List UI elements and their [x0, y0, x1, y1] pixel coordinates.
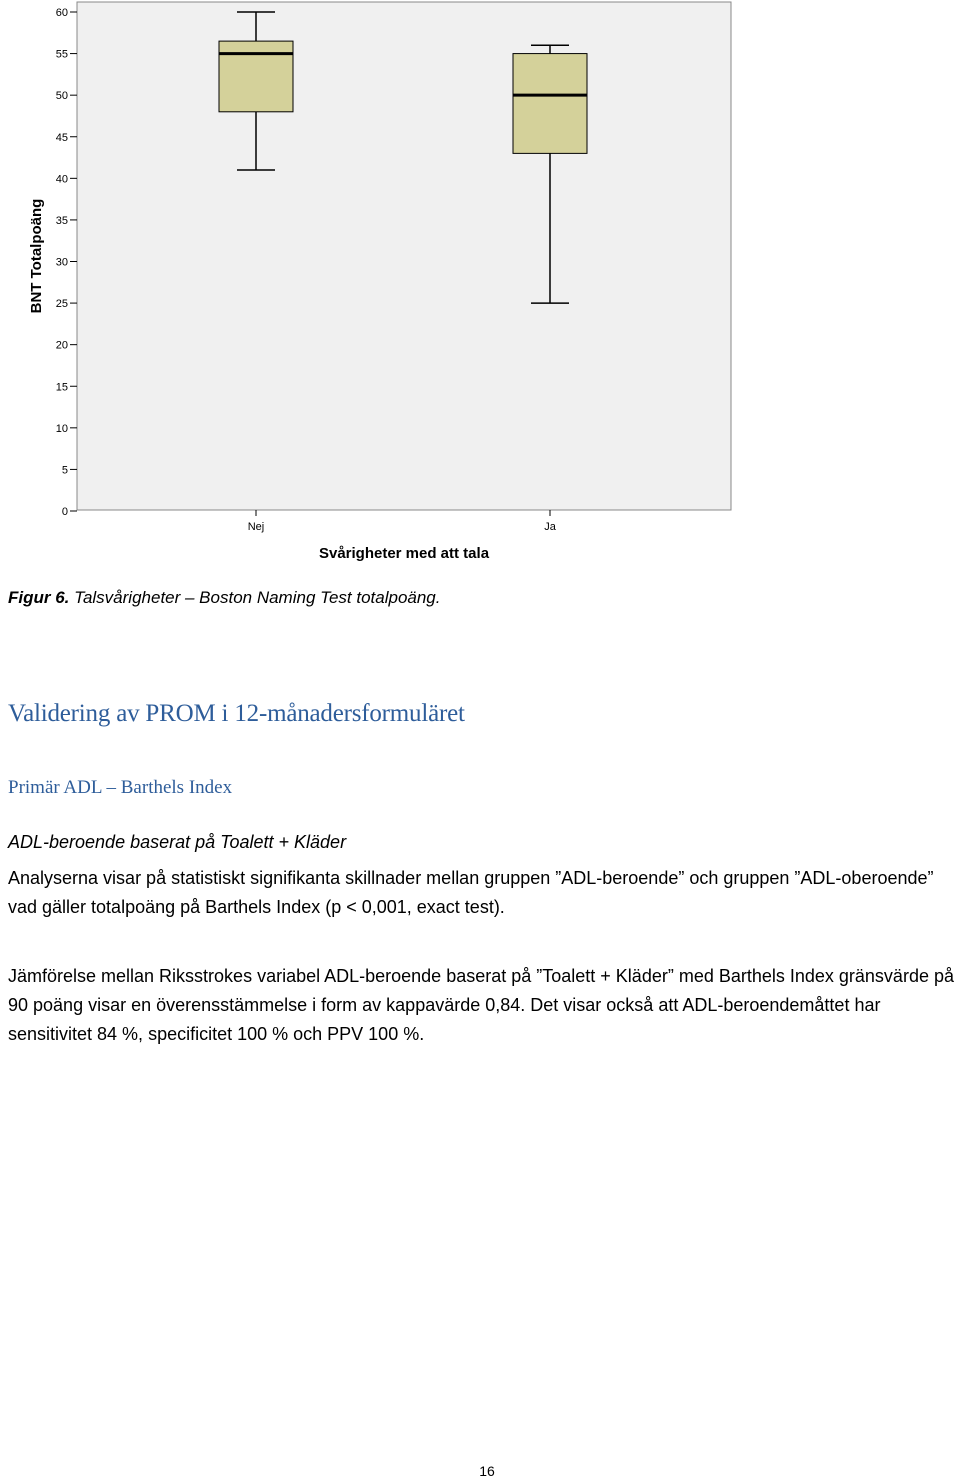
x-axis-label: Svårigheter med att tala — [318, 545, 490, 562]
sub-subsection-heading: ADL-beroende baserat på Toalett + Kläder — [8, 832, 347, 852]
plot-area — [77, 2, 731, 510]
box-nej — [219, 41, 293, 112]
paragraph-1: Analyserna visar på statistiskt signifikanta skillnader mellan gruppen ”ADL-beroende” och gruppen ”ADL-oberoende” vad gäller totalpoäng på Barthels Index (p < 0,001, exact test). — [8, 868, 934, 917]
y-axis — [56, 7, 77, 518]
y-tick-label: 25 — [55, 298, 68, 311]
y-tick-label: 35 — [55, 214, 68, 227]
y-tick-label: 30 — [55, 256, 68, 269]
y-tick-label: 50 — [55, 90, 68, 103]
y-tick-label: 15 — [55, 381, 68, 394]
page-number: 16 — [479, 1463, 495, 1479]
y-axis-label: BNT Totalpoäng — [28, 198, 45, 314]
figure-caption-text: Talsvårigheter – Boston Naming Test totalpoäng. — [69, 588, 441, 607]
y-tick-label: 40 — [55, 173, 68, 186]
y-tick-label: 45 — [55, 131, 68, 144]
y-tick-label: 55 — [55, 48, 68, 61]
boxplot-chart — [0, 0, 740, 575]
x-tick-label: Ja — [544, 521, 556, 533]
x-axis — [248, 510, 557, 533]
x-tick-label: Nej — [247, 521, 265, 533]
paragraph-2: Jämförelse mellan Riksstrokes variabel ADL-beroende baserat på ”Toalett + Kläder” med Barthels Index gränsvärde på 90 poäng visar en överensstämmelse i form av kappavärde 0,84. Det visar också att ADL-beroendemåttet har sensitivitet 84 %, specificitet 100 % och PPV 100 %. — [8, 966, 954, 1044]
y-tick-label: 60 — [55, 7, 68, 19]
y-tick-label: 10 — [55, 422, 68, 435]
box-ja — [513, 54, 587, 154]
y-tick-label: 0 — [61, 506, 68, 518]
figure-caption — [8, 588, 440, 608]
y-tick-label: 20 — [55, 339, 68, 352]
subsection-heading: Primär ADL – Barthels Index — [8, 777, 233, 798]
y-tick-label: 5 — [61, 464, 68, 477]
figure-caption-label: Figur 6. — [8, 588, 70, 607]
section-heading: Validering av PROM i 12-månadersformuläret — [8, 700, 465, 727]
